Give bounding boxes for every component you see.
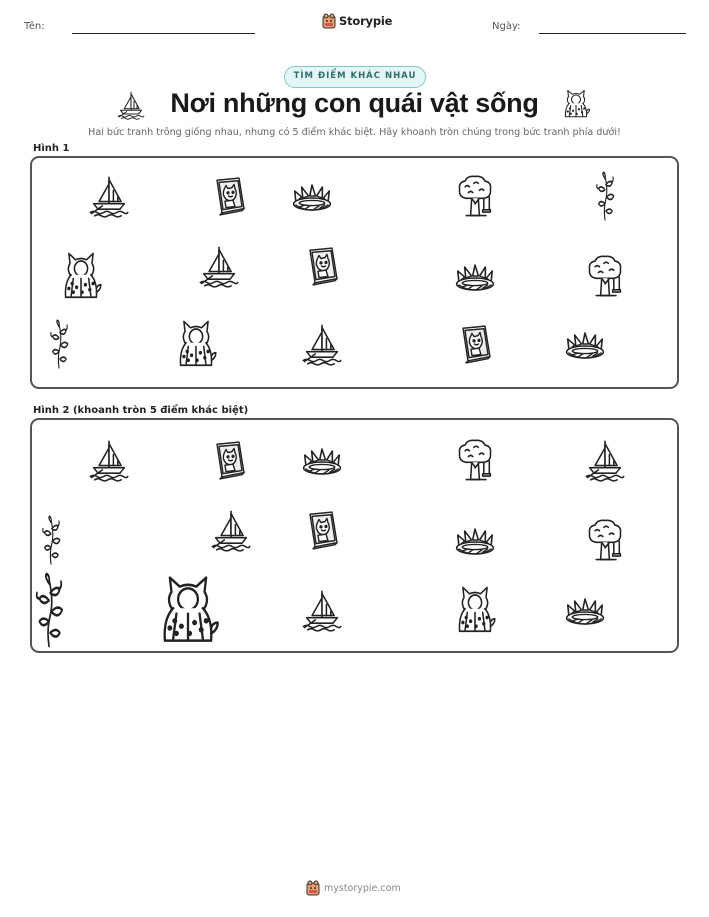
- monster-costume-icon[interactable]: [174, 319, 218, 369]
- date-label: Ngày:: [492, 21, 521, 32]
- title-monster-icon: [561, 88, 591, 124]
- sailboat-icon[interactable]: [300, 322, 344, 366]
- vine-icon[interactable]: [43, 319, 75, 369]
- sailboat-icon[interactable]: [300, 588, 344, 632]
- sailboat-icon[interactable]: [209, 508, 253, 552]
- storypie-footer-icon: [306, 880, 320, 896]
- nest-icon[interactable]: [562, 590, 608, 630]
- monster-costume-icon[interactable]: [155, 574, 221, 646]
- name-line[interactable]: [72, 33, 255, 34]
- sailboat-icon[interactable]: [197, 244, 241, 288]
- picture-1-label: Hình 1: [33, 143, 70, 154]
- brand-logo: [322, 13, 392, 29]
- date-line[interactable]: [539, 33, 686, 34]
- brand-name: Storypie: [339, 14, 393, 28]
- nest-icon[interactable]: [452, 256, 498, 296]
- picture-2-label: Hình 2 (khoanh tròn 5 điểm khác biệt): [33, 405, 249, 416]
- monster-book-icon[interactable]: [209, 175, 249, 217]
- instructions: Hai bức tranh trông giống nhau, nhưng có 5 điểm khác biệt. Hãy khoanh tròn chúng trong bức tranh phía dưới!: [88, 127, 621, 138]
- monster-book-icon[interactable]: [302, 245, 342, 287]
- nest-icon[interactable]: [452, 520, 498, 560]
- tree-swing-icon[interactable]: [453, 437, 497, 483]
- tree-swing-icon[interactable]: [583, 517, 627, 563]
- footer: [306, 880, 401, 896]
- monster-book-icon[interactable]: [455, 323, 495, 365]
- page-title: Nơi những con quái vật sống: [170, 88, 539, 118]
- nest-icon[interactable]: [289, 176, 335, 216]
- vine-icon[interactable]: [25, 572, 73, 648]
- monster-book-icon[interactable]: [302, 509, 342, 551]
- sailboat-icon[interactable]: [583, 438, 627, 482]
- monster-costume-icon[interactable]: [453, 585, 497, 635]
- storypie-icon: [322, 13, 336, 29]
- monster-costume-icon[interactable]: [59, 251, 103, 301]
- nest-icon[interactable]: [562, 324, 608, 364]
- tree-swing-icon[interactable]: [583, 253, 627, 299]
- vine-icon[interactable]: [589, 171, 621, 221]
- nest-icon[interactable]: [299, 440, 345, 480]
- name-label: Tên:: [24, 21, 45, 32]
- sailboat-icon[interactable]: [87, 174, 131, 218]
- footer-url[interactable]: mystorypie.com: [324, 882, 401, 894]
- tree-swing-icon[interactable]: [453, 173, 497, 219]
- picture-2-panel: [30, 418, 679, 653]
- activity-badge: TÌM ĐIỂM KHÁC NHAU: [284, 66, 426, 88]
- monster-book-icon[interactable]: [209, 439, 249, 481]
- sailboat-icon[interactable]: [87, 438, 131, 482]
- vine-icon[interactable]: [35, 515, 67, 565]
- picture-1-panel: [30, 156, 679, 389]
